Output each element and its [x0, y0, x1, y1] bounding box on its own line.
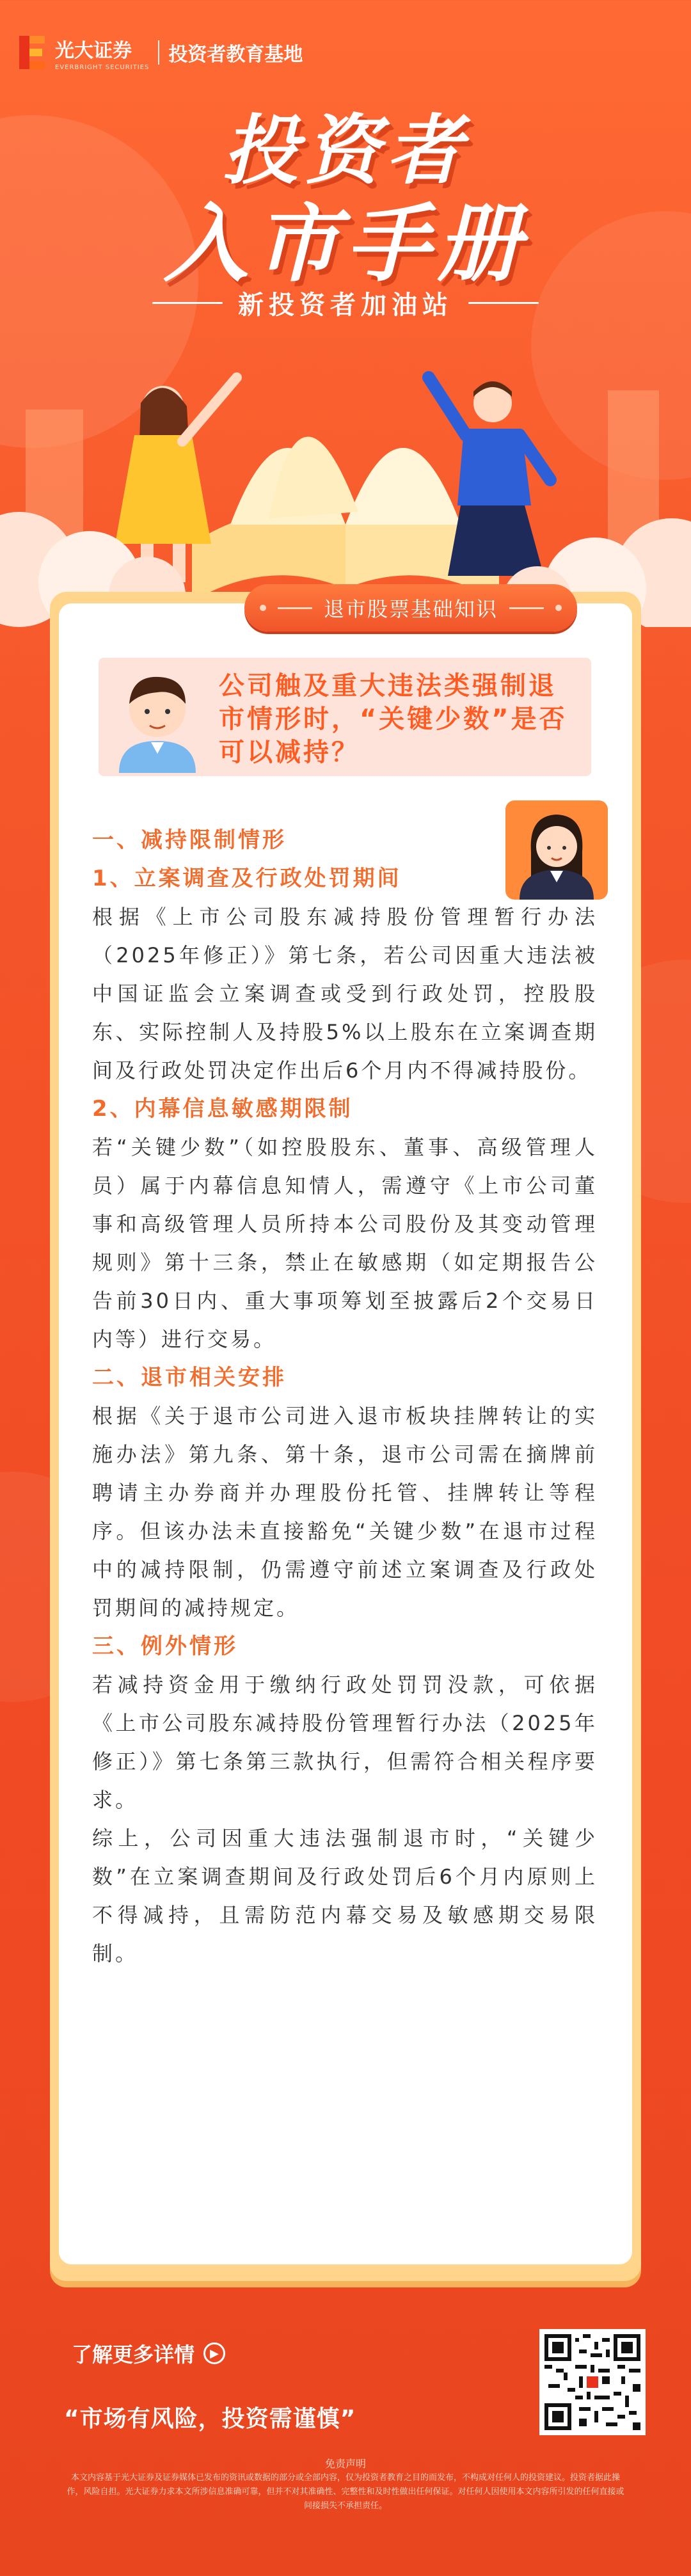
page-subtitle: 新投资者加油站 — [238, 290, 453, 320]
brand-english-name: EVERBRIGHT SECURITIES — [55, 63, 150, 71]
arrow-right-icon: ▶ — [203, 2342, 225, 2364]
section-heading: 二、退市相关安排 — [92, 1365, 287, 1390]
paragraph: 根据《上市公司股东减持股份管理暂行办法（2025年修正）》第七条，若公司因重大违法被中国证监会立案调查或受到行政处罚，控股股东、实际控制人及持股5%以上股东在立案调查期间及行政处罚决定作出后6个月内不得减持股份。 — [92, 905, 598, 1083]
topic-tab — [244, 584, 577, 632]
answer-content — [92, 821, 598, 1973]
brand-name: 光大证券 — [55, 39, 132, 62]
open-book-icon — [192, 436, 499, 601]
subtitle-row — [0, 285, 691, 321]
question-text: 公司触及重大违法类强制退市情形时，“关键少数”是否可以减持？ — [219, 671, 568, 767]
brand-header — [18, 33, 303, 72]
man-avatar-icon — [106, 664, 209, 773]
brand-divider — [158, 40, 159, 65]
everbright-logo-icon — [18, 33, 46, 72]
tab-line — [278, 607, 312, 609]
learn-more-link[interactable] — [72, 2339, 225, 2368]
tab-dot — [555, 605, 562, 611]
qr-code — [539, 2329, 646, 2435]
subsection-heading: 2、内幕信息敏感期限制 — [92, 1096, 353, 1122]
subsection-heading: 1、立案调查及行政处罚期间 — [92, 866, 402, 891]
qr-code-icon — [544, 2334, 640, 2430]
section-heading: 一、减持限制情形 — [92, 827, 287, 853]
paragraph: 综上，公司因重大违法强制退市时，“关键少数”在立案调查期间及行政处罚后6个月内原则上不得减持，且需防范内幕交易及敏感期交易限制。 — [92, 1826, 598, 1966]
subtitle-line-right — [468, 302, 539, 304]
subtitle-line-left — [152, 302, 223, 304]
disclaimer-title: 免责声明 — [324, 2458, 366, 2470]
page-title-line2: 入市手册 — [164, 195, 527, 294]
learn-more-label: 了解更多详情 — [72, 2342, 195, 2367]
topic-tab-label: 退市股票基础知识 — [323, 597, 498, 621]
risk-slogan: “市场有风险，投资需谨慎” — [64, 2406, 356, 2432]
disclaimer-text: 本文内容基于光大证券及证券媒体已发布的资讯或数据的部分或全部内容，仅为投资者教育之目的而发布，不构成对任何人的投资建议。投资者据此操作，风险自担。光大证券力求本文所涉信息准确可靠，但并不对其准确性、完整性和及时性做出任何保证。对任何人因使用本文内容所引发的任何直接或间接损失不承担责任。 — [67, 2473, 624, 2511]
paragraph: 若减持资金用于缴纳行政处罚罚没款，可依据《上市公司股东减持股份管理暂行办法（2025年修正）》第七条第三款执行，但需符合相关程序要求。 — [92, 1673, 598, 1812]
content-card — [59, 597, 632, 2264]
tab-dot — [260, 605, 266, 611]
section-heading: 三、例外情形 — [92, 1634, 238, 1659]
question-box — [99, 658, 591, 776]
content-card-frame — [50, 592, 641, 2281]
brand-edu-label: 投资者教育基地 — [168, 44, 303, 66]
page-title-line1: 投资者 — [222, 106, 468, 195]
paragraph: 若“关键少数”（如控股股东、董事、高级管理人员）属于内幕信息知情人，需遵守《上市公司董事和高级管理人员所持本公司股份及其变动管理规则》第十三条，禁止在敏感期（如定期报告公告前30日内、重大事项筹划至披露后2个交易日内等）进行交易。 — [92, 1135, 598, 1351]
tab-line — [509, 607, 544, 609]
paragraph: 根据《关于退市公司进入退市板块挂牌转让的实施办法》第九条、第十条，退市公司需在摘牌前聘请主办券商并办理股份托管、挂牌转让等程序。但该办法未直接豁免“关键少数”在退市过程中的减持限制，仍需遵守前述立案调查及行政处罚期间的减持规定。 — [92, 1404, 598, 1620]
